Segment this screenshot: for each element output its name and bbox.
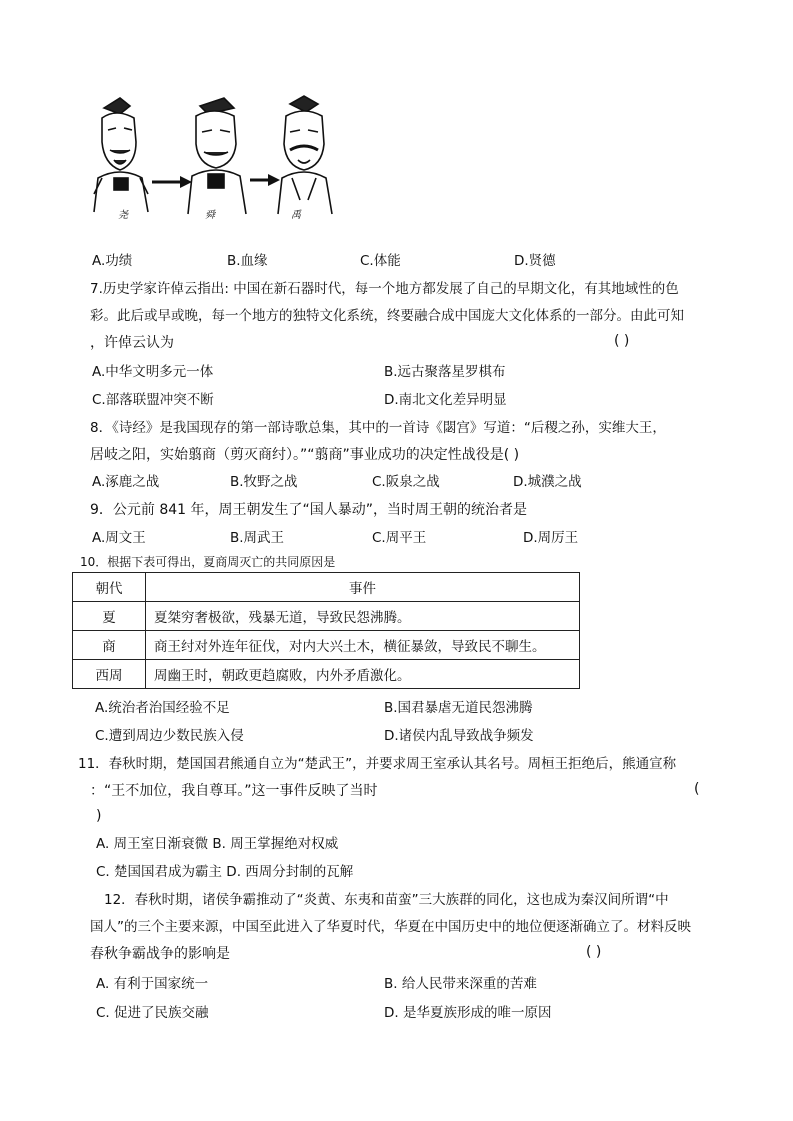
q12-answer-blank[interactable]: ( ) bbox=[586, 944, 602, 960]
table-row bbox=[73, 660, 580, 689]
table-header-era: 朝代 bbox=[73, 573, 146, 602]
q8-option-b[interactable]: B.牧野之战 bbox=[230, 474, 298, 490]
q7-stem-line3: ，许倬云认为 bbox=[90, 335, 174, 351]
table-cell-event: 夏桀穷奢极欲，残暴无道，导致民怨沸腾。 bbox=[146, 602, 580, 631]
table-cell-era: 商 bbox=[73, 631, 146, 660]
q9-option-a[interactable]: A.周文王 bbox=[92, 530, 146, 546]
arrow-2-head bbox=[268, 174, 280, 186]
q7-option-c[interactable]: C.部落联盟冲突不断 bbox=[92, 392, 214, 408]
q9-option-b[interactable]: B.周武王 bbox=[230, 530, 285, 546]
q11-options-line2[interactable]: C. 楚国国君成为霸主 D. 西周分封制的瓦解 bbox=[96, 864, 354, 880]
q11-stem-line1: 11．春秋时期，楚国国君熊通自立为“楚武王”，并要求周王室承认其名号。周桓王拒绝后，熊通宣称 bbox=[78, 756, 677, 772]
table-cell-era: 夏 bbox=[73, 602, 146, 631]
emperors-figure bbox=[84, 94, 334, 224]
q11-answer-blank-close[interactable]: ) bbox=[96, 808, 102, 824]
q7-option-a[interactable]: A.中华文明多元一体 bbox=[92, 364, 214, 380]
q10-option-b[interactable]: B.国君暴虐无道民怨沸腾 bbox=[384, 700, 533, 716]
q11-answer-blank-open[interactable]: ( bbox=[694, 781, 700, 797]
table-cell-event: 周幽王时，朝政更趋腐败，内外矛盾激化。 bbox=[146, 660, 580, 689]
figure-label-yao: 尧 bbox=[118, 210, 128, 221]
q6-option-c[interactable]: C.体能 bbox=[360, 253, 401, 269]
table-cell-era: 西周 bbox=[73, 660, 146, 689]
q8-option-c[interactable]: C.阪泉之战 bbox=[372, 474, 440, 490]
q8-option-a[interactable]: A.涿鹿之战 bbox=[92, 474, 160, 490]
q6-option-a[interactable]: A.功绩 bbox=[92, 253, 133, 269]
q7-option-b[interactable]: B.远古聚落星罗棋布 bbox=[384, 364, 506, 380]
q10-option-d[interactable]: D.诸侯内乱导致战争频发 bbox=[384, 728, 534, 744]
figure-label-yu: 禹 bbox=[291, 210, 301, 221]
q6-option-d[interactable]: D.贤德 bbox=[514, 253, 556, 269]
figure-label-shun: 舜 bbox=[205, 210, 215, 221]
q12-stem-line2: 国人”的三个主要来源，中国至此进入了华夏时代，华夏在中国历史中的地位便逐渐确立了。材料反映 bbox=[90, 919, 691, 935]
q8-stem-line2: 居岐之阳，实始翦商（剪灭商纣）。”“翦商”事业成功的决定性战役是( ) bbox=[90, 447, 520, 463]
q10-events-table bbox=[72, 572, 580, 689]
yao-figure bbox=[94, 98, 148, 212]
q12-stem-line3: 春秋争霸战争的影响是 bbox=[90, 946, 230, 962]
q6-option-b[interactable]: B.血缘 bbox=[227, 253, 268, 269]
q10-option-a[interactable]: A.统治者治国经验不足 bbox=[95, 700, 230, 716]
q9-stem: 9．公元前 841 年，周王朝发生了“国人暴动”，当时周王朝的统治者是 bbox=[90, 502, 528, 518]
q9-option-c[interactable]: C.周平王 bbox=[372, 530, 427, 546]
q12-option-c[interactable]: C. 促进了民族交融 bbox=[96, 1005, 209, 1021]
table-header-event: 事件 bbox=[146, 573, 580, 602]
q7-stem-line2: 彩。此后或早或晚，每一个地方的独特文化系统，终要融合成中国庞大文化体系的一部分。由此可知 bbox=[90, 308, 684, 324]
yu-figure bbox=[278, 96, 332, 214]
q12-option-a[interactable]: A. 有利于国家统一 bbox=[96, 976, 209, 992]
table-row bbox=[73, 602, 580, 631]
q11-stem-line2: ：“王不加位，我自尊耳。”这一事件反映了当时 bbox=[90, 783, 378, 799]
q12-stem-line1: 12．春秋时期，诸侯争霸推动了“炎黄、东夷和苗蛮”三大族群的同化，这也成为秦汉间所谓“中 bbox=[104, 892, 669, 908]
table-header-row bbox=[73, 573, 580, 602]
q11-options-line1[interactable]: A. 周王室日渐衰微 B. 周王掌握绝对权威 bbox=[96, 836, 339, 852]
q7-answer-blank[interactable]: ( ) bbox=[614, 333, 630, 349]
q8-stem-line1: 8．《诗经》是我国现存的第一部诗歌总集，其中的一首诗《閟宫》写道：“后稷之孙，实维大王， bbox=[90, 420, 666, 436]
q10-stem: 10．根据下表可得出，夏商周灭亡的共同原因是 bbox=[80, 555, 336, 569]
table-cell-event: 商王纣对外连年征伐，对内大兴土木，横征暴敛，导致民不聊生。 bbox=[146, 631, 580, 660]
q10-option-c[interactable]: C.遭到周边少数民族入侵 bbox=[95, 728, 244, 744]
q8-option-d[interactable]: D.城濮之战 bbox=[513, 474, 582, 490]
shun-figure bbox=[188, 98, 246, 214]
q9-option-d[interactable]: D.周厉王 bbox=[523, 530, 579, 546]
q7-stem-line1: 7.历史学家许倬云指出: 中国在新石器时代，每一个地方都发展了自己的早期文化，有其地域性的色 bbox=[90, 281, 679, 297]
q7-option-d[interactable]: D.南北文化差异明显 bbox=[384, 392, 507, 408]
table-row bbox=[73, 631, 580, 660]
q12-option-b[interactable]: B. 给人民带来深重的苦难 bbox=[384, 976, 537, 992]
q12-option-d[interactable]: D. 是华夏族形成的唯一原因 bbox=[384, 1005, 552, 1021]
